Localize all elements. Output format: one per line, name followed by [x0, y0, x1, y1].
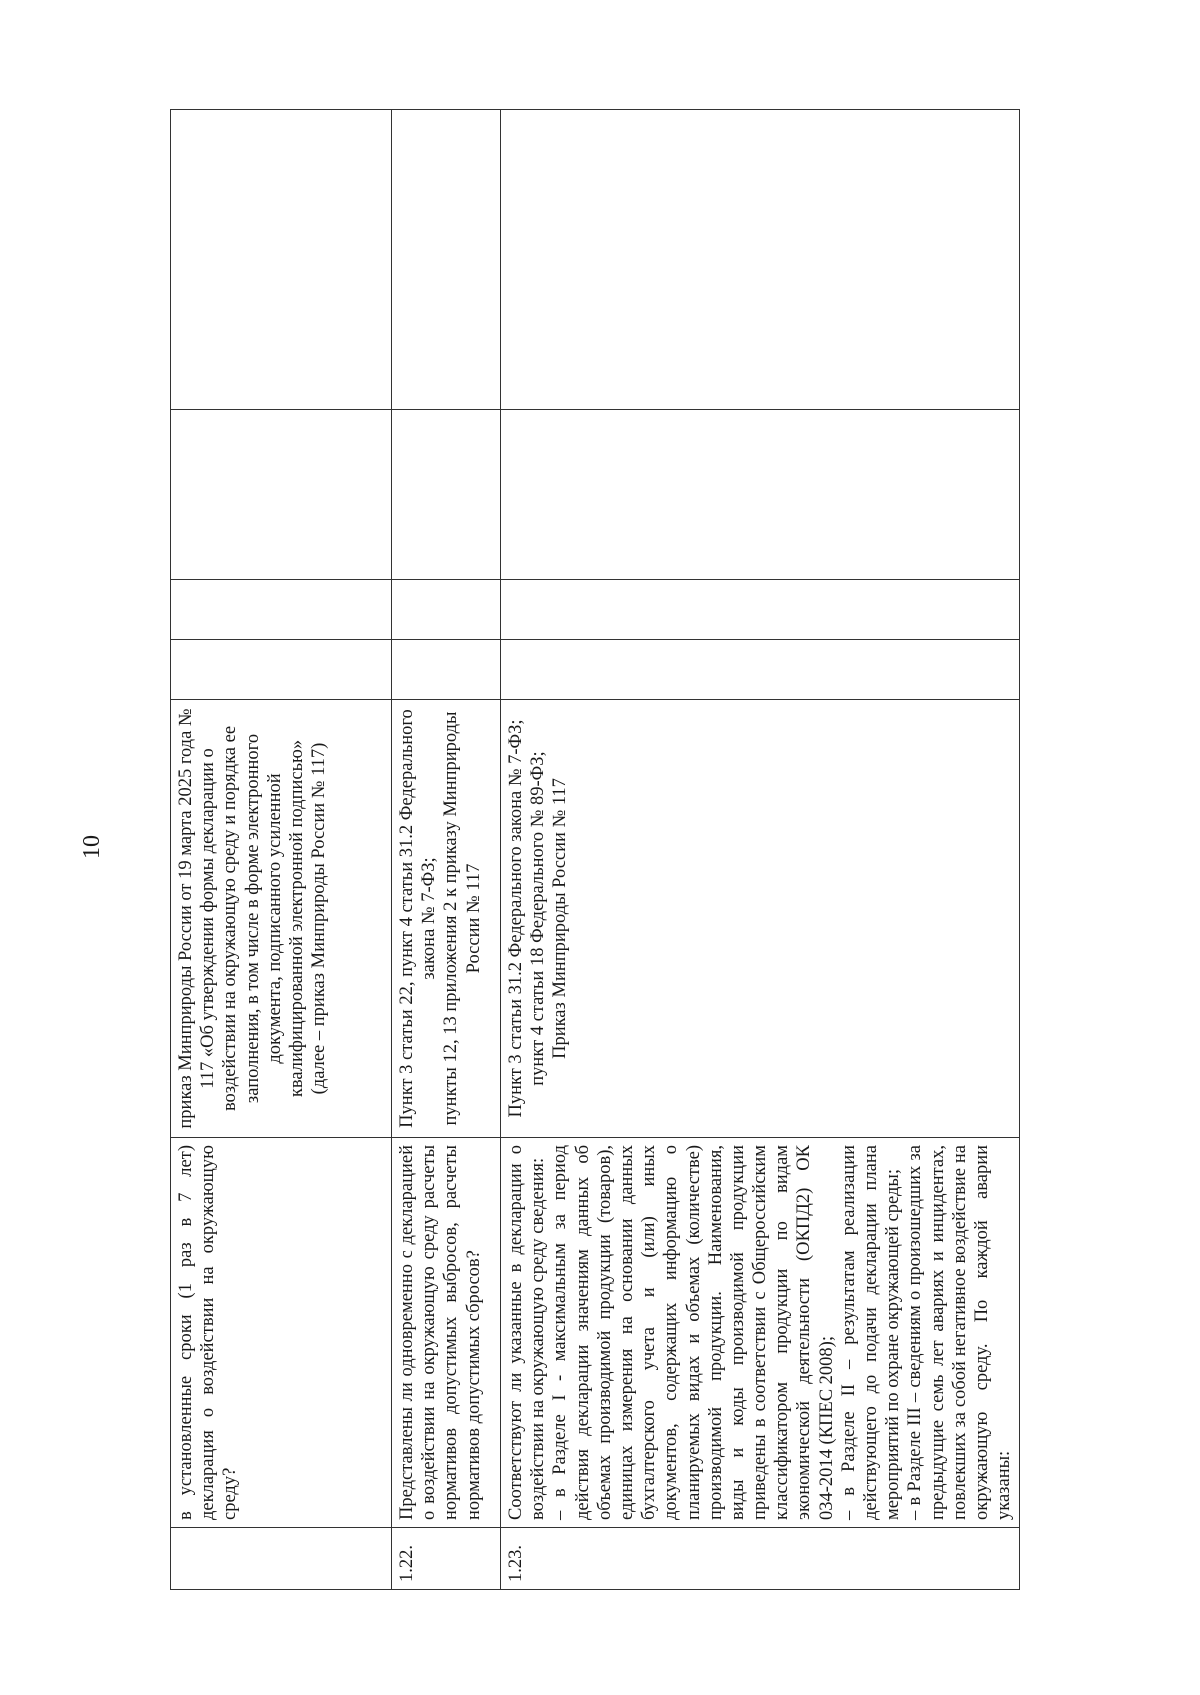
table-row [171, 110, 392, 1590]
legal-reference-cell [171, 700, 392, 1138]
legal-reference-cell [501, 700, 1020, 1138]
question-text: Соответствуют ли указанные в декларации о воздействии на окружающую среду сведения: [506, 1145, 549, 1520]
answer-no-cell [392, 580, 501, 640]
reference-text: приказ Минприроды России от 19 марта 2025 года № 117 «Об утверждении формы декларации о воздействии на окружающую среду и порядка ее заполнения, в том числе в форме электронного документа, подписанного усиленной квалифицированной электронной подписью» [176, 708, 307, 1129]
reference-text: пункт 4 статьи 18 Федерального № 89-ФЗ; [528, 751, 549, 1086]
legal-reference-cell [392, 700, 501, 1138]
reference-text: Пункт 3 статьи 31.2 Федерального закона № 7-ФЗ; [506, 719, 526, 1118]
page-number: 10 [79, 835, 105, 859]
reference-text: Приказ Минприроды России № 117 [550, 778, 571, 1059]
table-row [501, 110, 1020, 1590]
answer-na-cell [501, 410, 1020, 580]
rotated-page [170, 110, 1015, 1590]
answer-no-cell [171, 580, 392, 640]
table-row [392, 110, 501, 1590]
reference-text: пункты 12, 13 приложения 2 к приказу Минприроды России № 117 [441, 711, 484, 1126]
note-cell [171, 110, 392, 410]
row-number-cell [171, 1528, 392, 1590]
landscape-sheet [170, 110, 1015, 1590]
question-text: – в Разделе I - максимальным за период действия декларации значениям данных об объемах производимой продукции (товаров), единицах измерения на основании данных бухгалтерского учета и (или) иных документов, содержащих информацию о планируемых видах и объемах (количестве) производимой продукции. Наименования, виды и коды производимой продукции приведены в соответствии с Общероссийским классификатором продукции по видам экономической деятельности (ОКПД2) ОК 034-2014 (КПЕС 2008); [550, 1145, 837, 1520]
answer-yes-cell [392, 640, 501, 700]
reference-text: Пункт 3 статьи 22, пункт 4 статьи 31.2 Федерального закона № 7-ФЗ; [397, 709, 440, 1128]
answer-na-cell [392, 410, 501, 580]
row-number-cell: 1.23. [501, 1528, 1020, 1590]
answer-na-cell [171, 410, 392, 580]
answer-yes-cell [171, 640, 392, 700]
reference-text: (далее – приказ Минприроды России № 117) [309, 742, 330, 1095]
question-text: – в Разделе II – результатам реализации действующего до подачи декларации плана мероприятий по охране окружающей среды; [838, 1145, 904, 1520]
checklist-table [170, 109, 1020, 1590]
row-number-cell: 1.22. [392, 1528, 501, 1590]
question-text: – в Разделе III – сведениям о произошедших за предыдущие семь лет авариях и инцидентах, повлекших за собой негативное воздействие на окружающую среду. По каждой аварии указаны: [905, 1145, 1015, 1520]
question-text: Представлены ли одновременно с декларацией о воздействии на окружающую среду расчеты нормативов допустимых выбросов, расчеты нормативов допустимых сбросов? [397, 1145, 484, 1520]
question-cell [392, 1138, 501, 1528]
answer-no-cell [501, 580, 1020, 640]
answer-yes-cell [501, 640, 1020, 700]
question-cell [501, 1138, 1020, 1528]
question-cell [171, 1138, 392, 1528]
note-cell [392, 110, 501, 410]
note-cell [501, 110, 1020, 410]
question-text: в установленные сроки (1 раз в 7 лет) декларация о воздействии на окружающую среду? [176, 1145, 241, 1520]
